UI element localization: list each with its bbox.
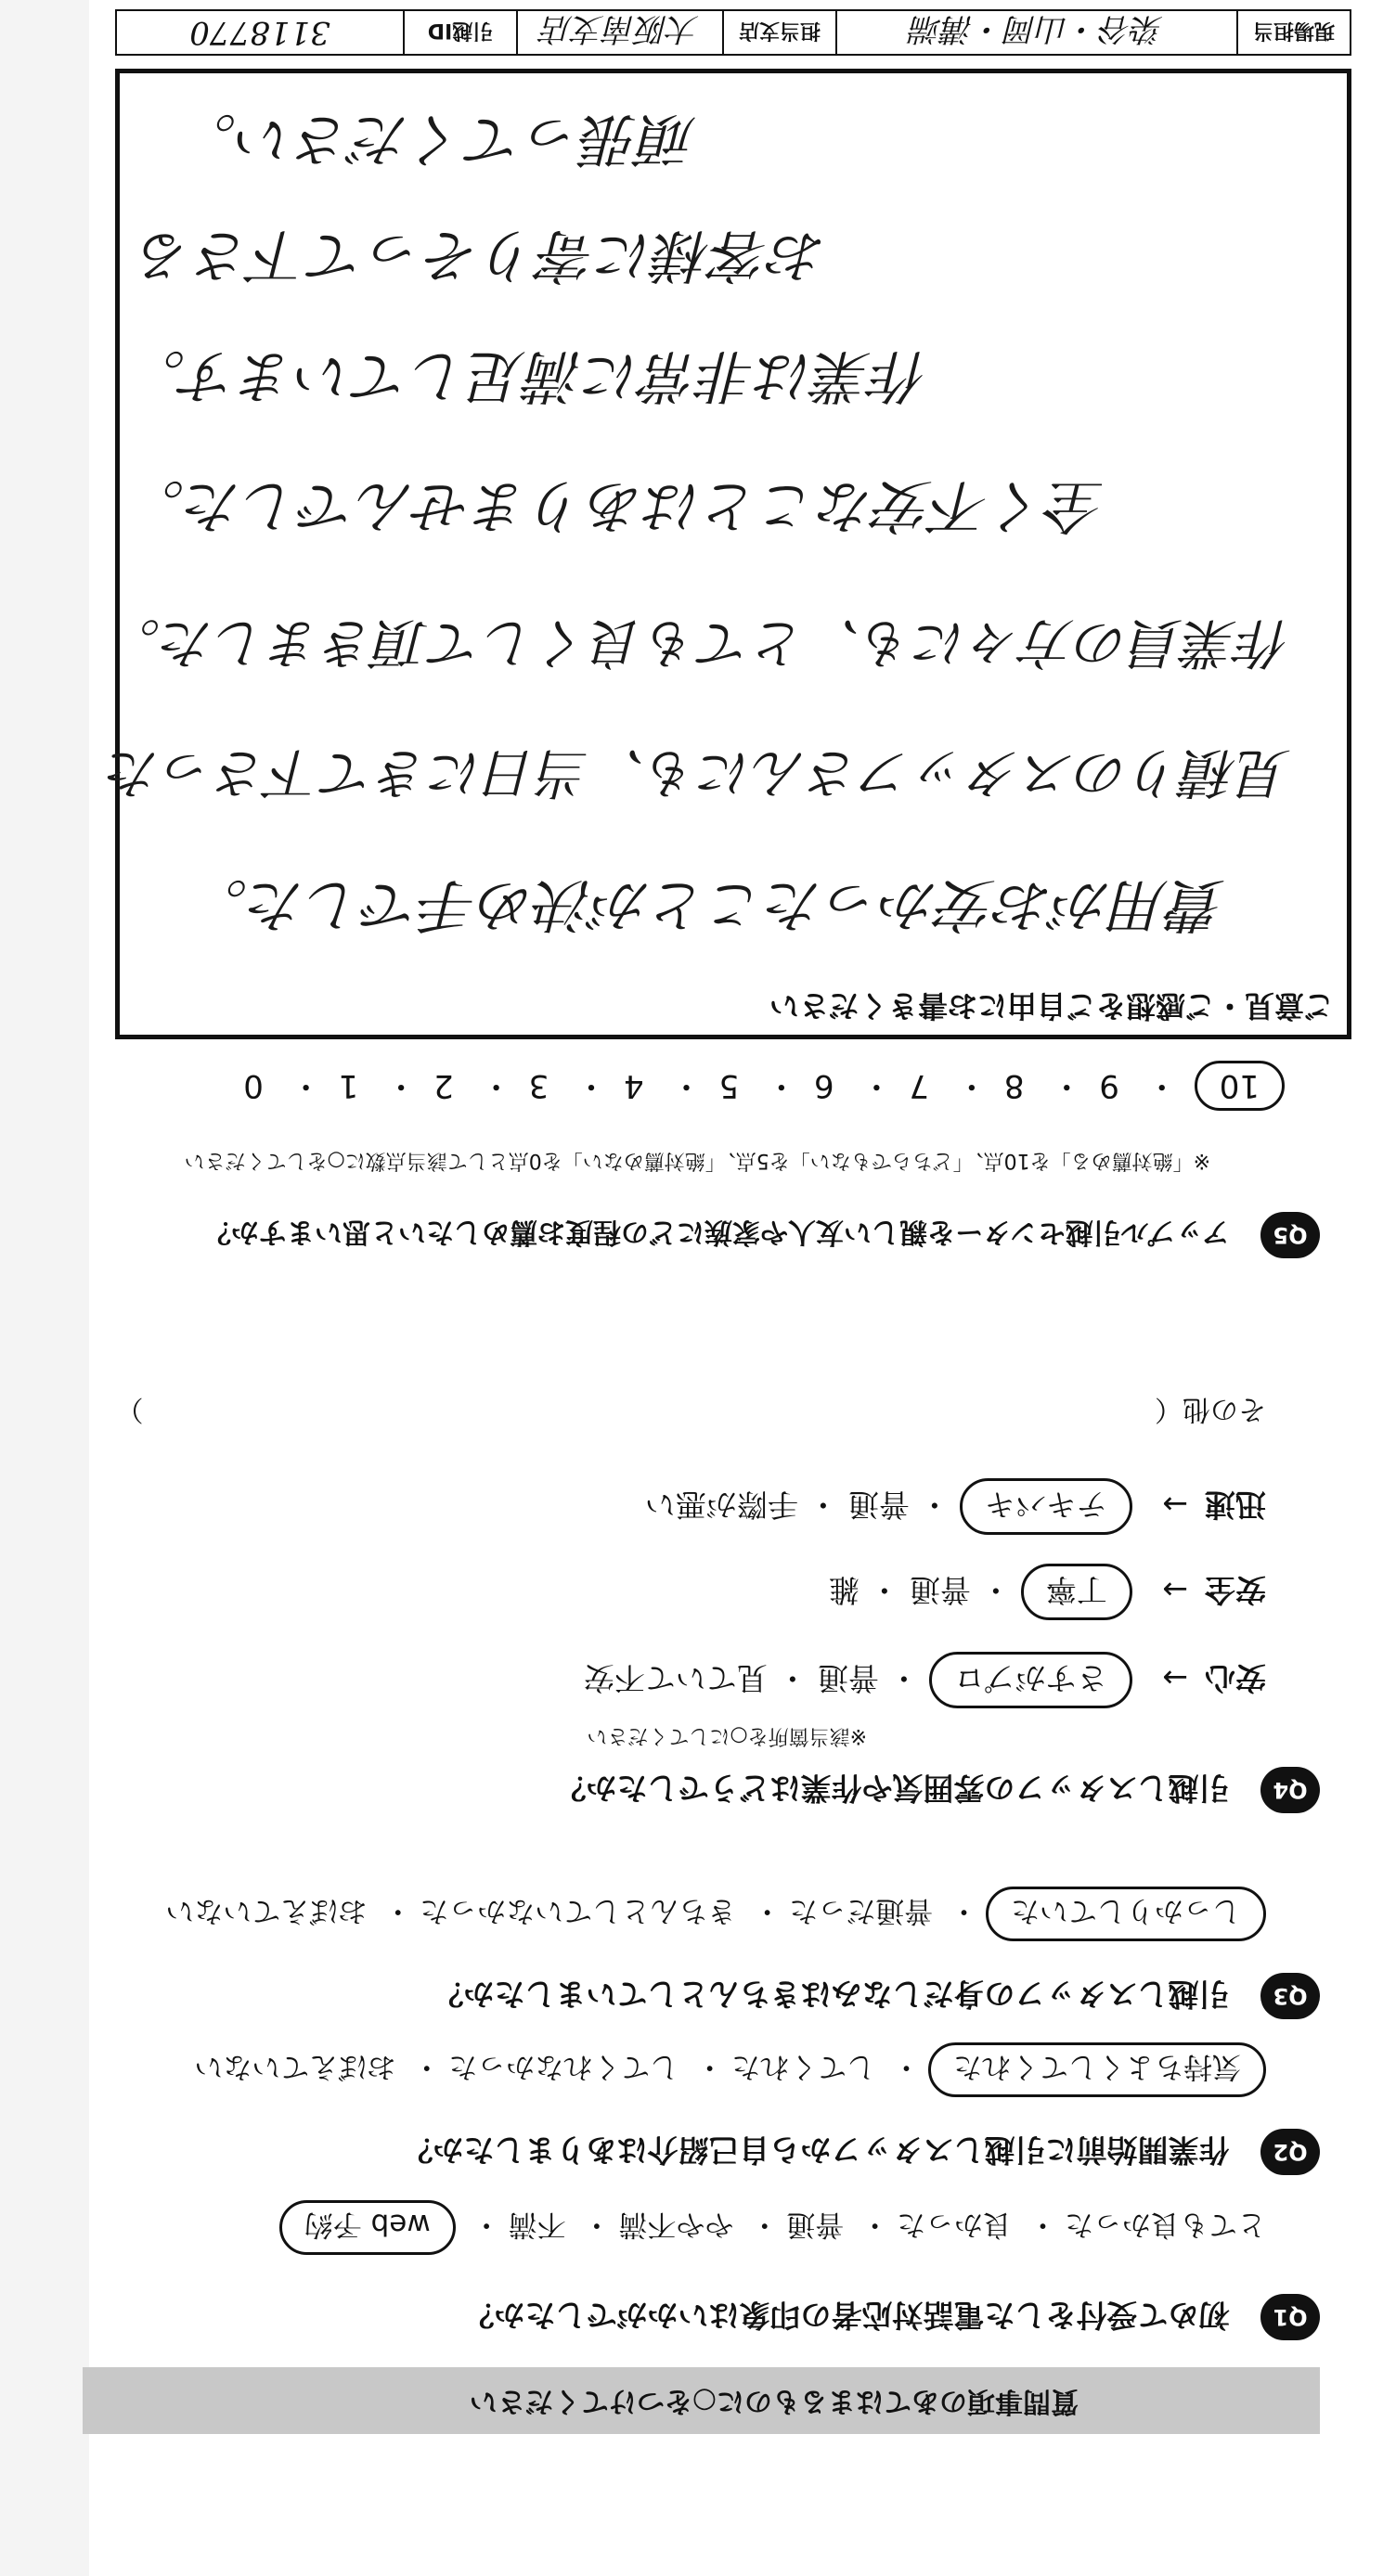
q4-option[interactable]: 手際が悪い — [644, 1487, 798, 1523]
q5-score[interactable]: 2 — [433, 1067, 454, 1104]
q1-option[interactable]: 普通 — [786, 2208, 845, 2241]
q4-option[interactable]: 見ていて不安 — [583, 1660, 768, 1696]
q2-options: 気持ちよくしてくれた・ してくれた・ してくれなかった・ おぼえていない — [187, 2042, 1266, 2097]
comment-line: 見積りのスタッフさんにも、当日にきて下さった — [106, 741, 1291, 805]
q4-option[interactable]: 雑 — [828, 1572, 860, 1608]
q4-option-selected[interactable]: 丁寧 — [1021, 1564, 1132, 1620]
q4-row-label: 安全 — [1205, 1572, 1266, 1608]
q4-question — [556, 1767, 1321, 1813]
q2-text: 作業開始前に引越しスタッフから自己紹介はありましたか？ — [402, 2132, 1230, 2169]
q1-question — [464, 2294, 1321, 2340]
instructions-band — [83, 2367, 1320, 2434]
id-value: 3118770 — [189, 14, 330, 51]
q5-score[interactable]: 3 — [528, 1067, 549, 1104]
q2-badge: Q2 — [1260, 2129, 1320, 2175]
q3-question — [433, 1973, 1321, 2019]
q5-note: ※「絶対薦める」を10点、「どちらでもない」を5点、「絶対薦めない」を0点として該当点数に○をしてください — [184, 1149, 1210, 1172]
q5-scale: 10・ 9・ 8・ 7・ 6・ 5・ 4・ 3・ 2・ 1・ 0 — [226, 1061, 1285, 1112]
comment-box[interactable] — [106, 69, 1351, 1039]
staff-value-cell — [835, 11, 1236, 54]
staff-label-cell — [1236, 11, 1350, 54]
q1-text: 初めて受付をした電話対応者の印象はいかがでしたか？ — [463, 2297, 1230, 2334]
q4-row-anzen: 安全→ 丁寧 ・ 普通 ・ 雑 — [829, 1564, 1266, 1620]
comment-line: 費用がお安かったことが決め手でした。 — [189, 871, 1226, 939]
scan-edge — [0, 0, 89, 2576]
q5-score[interactable]: 7 — [909, 1067, 930, 1104]
q4-note: ※該当箇所を○にしてください — [587, 1724, 867, 1747]
comment-line: 頑張ってください。 — [178, 106, 697, 174]
q4-option-selected[interactable]: テキパキ — [960, 1478, 1132, 1535]
q5-score[interactable]: 6 — [813, 1067, 834, 1104]
q4-row-label: 迅速 — [1205, 1487, 1266, 1523]
q2-option[interactable]: おぼえていない — [194, 2050, 396, 2083]
q5-badge: Q5 — [1260, 1212, 1320, 1258]
staff-label: 現場担当 — [1253, 19, 1336, 43]
q1-option[interactable]: とても良かった — [1065, 2208, 1266, 2241]
comment-box-title: ご意見・ご感想をご自由にお書きください — [769, 988, 1334, 1024]
id-label: 引越ID — [427, 19, 494, 43]
q4-row-anshin: 安心→ さすがプロ ・ 普通 ・ 見ていて不安 — [584, 1652, 1266, 1708]
comment-line: 全く不安なことはありませんでした。 — [126, 472, 1105, 540]
q2-option[interactable]: してくれた — [731, 2050, 876, 2083]
q1-option[interactable]: 良かった — [897, 2208, 1013, 2241]
q4-text: 引越しスタッフの雰囲気や作業はどうでしたか？ — [555, 1770, 1230, 1807]
q5-score[interactable]: 0 — [243, 1067, 264, 1104]
q5-score[interactable]: 1 — [338, 1067, 359, 1104]
id-label-cell — [403, 11, 516, 54]
comment-line: 作業員の方々にも、とても良くして頂きました。 — [106, 612, 1291, 675]
q2-question — [403, 2129, 1321, 2175]
staff-value: 染谷・山岡・溝端 — [911, 10, 1163, 48]
q3-option[interactable]: おぼえていない — [165, 1894, 368, 1927]
q1-option-selected[interactable]: web 予約 — [279, 2200, 456, 2255]
q1-badge: Q1 — [1260, 2294, 1320, 2340]
q4-other-label: その他（ — [1155, 1393, 1266, 1425]
q3-badge: Q3 — [1260, 1973, 1320, 2019]
q3-option[interactable]: 普通だった — [789, 1894, 934, 1927]
q4-option[interactable]: 普通 — [847, 1487, 910, 1523]
q4-row-jinsoku: 迅速→ テキパキ ・ 普通 ・ 手際が悪い — [645, 1478, 1266, 1535]
branch-value: 大阪南支店 — [541, 10, 699, 48]
q5-text: アップル引越センターを親しい友人や家族にどの程度お薦めしたいと思いますか？ — [203, 1216, 1230, 1248]
q4-badge: Q4 — [1260, 1767, 1320, 1813]
comment-line: 作業は非常に満足しています。 — [127, 342, 929, 410]
q1-options: とても良かった・ 良かった・ 普通・ やや不満・ 不満・ web 予約 — [272, 2200, 1266, 2255]
branch-value-cell — [516, 11, 722, 54]
q4-row-label: 安心 — [1205, 1660, 1266, 1696]
q2-option[interactable]: してくれなかった — [448, 2050, 679, 2083]
q1-option[interactable]: 不満 — [508, 2208, 566, 2241]
q5-score[interactable]: 8 — [1003, 1067, 1025, 1104]
branch-label-cell — [722, 11, 835, 54]
footer-info — [115, 9, 1351, 56]
q1-option[interactable]: やや不満 — [618, 2208, 734, 2241]
comment-line: お客様に寄りそって下さる — [136, 222, 827, 290]
instructions-text: 質問事項のあてはまるものに○をつけてください — [469, 2385, 1079, 2417]
q5-score[interactable]: 5 — [718, 1067, 740, 1104]
q5-question — [203, 1212, 1320, 1258]
q5-score[interactable]: 4 — [624, 1067, 644, 1104]
q5-score[interactable]: 9 — [1099, 1067, 1119, 1104]
q4-option[interactable]: 普通 — [817, 1660, 879, 1696]
q2-option-selected[interactable]: 気持ちよくしてくれた — [928, 2042, 1266, 2097]
branch-label: 担当支店 — [739, 19, 821, 43]
q3-option-selected[interactable]: しっかりしていた — [986, 1887, 1266, 1941]
q3-option[interactable]: きちんとしていなかった — [420, 1894, 737, 1927]
q4-option-selected[interactable]: さすがプロ — [929, 1652, 1132, 1708]
q3-options: しっかりしていた・ 普通だった・ きちんとしていなかった・ おぼえていない — [158, 1887, 1266, 1941]
id-value-cell — [117, 11, 403, 54]
q3-text: 引越しスタッフの身だしなみはきちんとしていましたか？ — [433, 1976, 1230, 2013]
q4-other[interactable]: その他（ ） — [115, 1393, 1266, 1425]
q5-score-selected[interactable]: 10 — [1195, 1061, 1285, 1111]
q4-option[interactable]: 普通 — [909, 1572, 971, 1608]
